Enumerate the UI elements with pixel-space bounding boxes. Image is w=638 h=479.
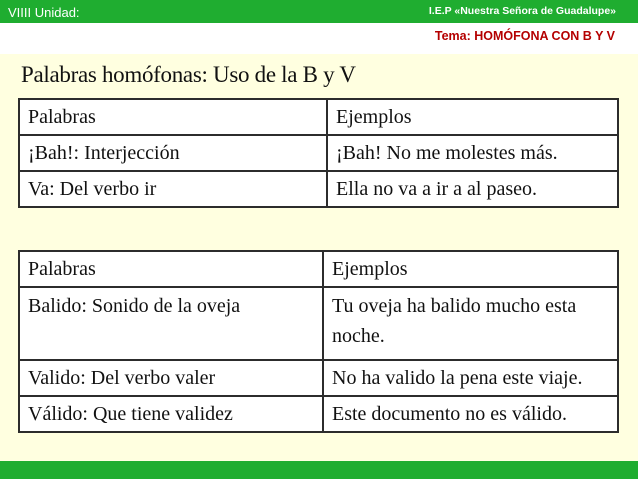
table-header-row [19,99,618,135]
topic-bar [0,23,638,54]
example-cell: Ella no va a ir a al paseo. [327,171,618,207]
table-header-row [19,251,618,287]
column-header-examples: Ejemplos [327,99,618,135]
table-row [19,135,618,171]
example-cell: ¡Bah! No me molestes más. [327,135,618,171]
homophones-table-1 [18,98,619,208]
bottom-footer-bar [0,461,638,479]
table-row [19,171,618,207]
example-cell: Este documento no es válido. [323,396,618,432]
word-cell: ¡Bah!: Interjección [19,135,327,171]
table-row [19,396,618,432]
column-header-words: Palabras [19,251,323,287]
word-cell: Valido: Del verbo valer [19,360,323,396]
school-name: I.E.P «Nuestra Señora de Guadalupe» [428,5,616,17]
word-cell: Balido: Sonido de la oveja [19,287,323,360]
homophones-table-2 [18,250,619,433]
topic-title: Tema: HOMÓFONA CON B Y V [434,29,615,43]
page-heading: Palabras homófonas: Uso de la B y V [21,62,356,87]
column-header-words: Palabras [19,99,327,135]
top-header-bar [0,0,638,23]
table-row [19,287,618,360]
word-cell: Válido: Que tiene validez [19,396,323,432]
table-row [19,360,618,396]
example-cell: Tu oveja ha balido mucho esta noche. [323,287,618,360]
word-cell: Va: Del verbo ir [19,171,327,207]
slide-content [0,54,638,461]
example-cell: No ha valido la pena este viaje. [323,360,618,396]
unit-label: VIIII Unidad: [8,5,80,20]
column-header-examples: Ejemplos [323,251,618,287]
